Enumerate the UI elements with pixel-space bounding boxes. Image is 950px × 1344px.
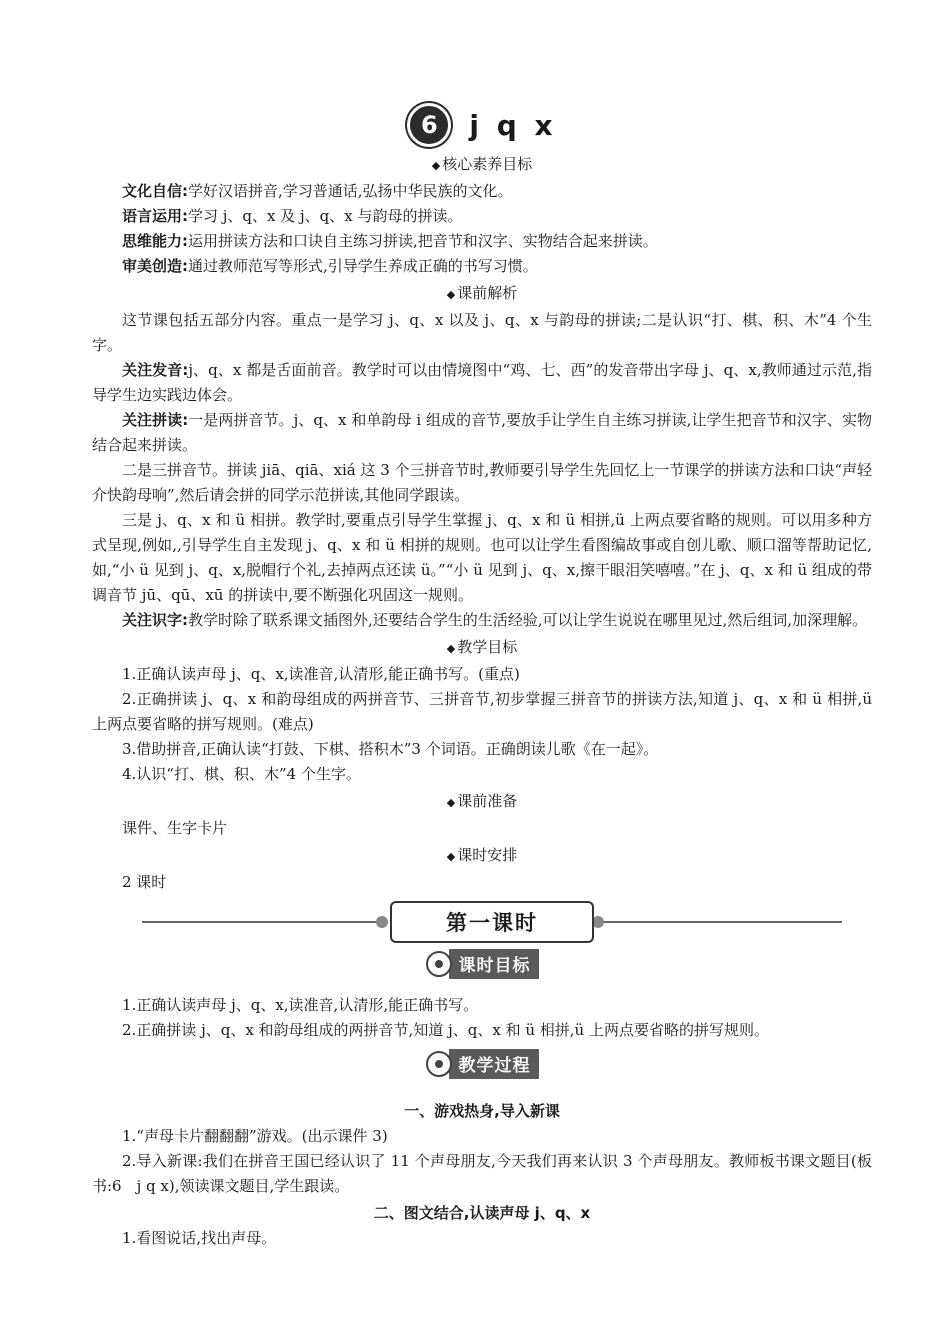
banner-dot-left [376,916,388,928]
lesson-header [92,100,872,150]
banner-line-right [598,921,842,923]
core-goal-text: 运用拼读方法和口诀自主练习拼读,把音节和汉字、实物结合起来拼读。 [188,232,658,250]
process-step: 1.看图说话,找出声母。 [122,1229,277,1247]
core-goal-item [92,254,872,279]
diamond-icon: ◆ [446,288,456,301]
core-goal-label: 审美创造: [122,257,188,275]
target-icon [426,1051,452,1077]
analysis-paragraph: 三是 j、q、x 和 ü 相拼。教学时,要重点引导学生掌握 j、q、x 和 ü 相拼,ü 上两点要省略的规则。可以用多种方式呈现,例如,,引导学生自主发现 j、q、x 和 ü 相拼的规则。也可以让学生看图编故事或自创儿歌、顺口溜等帮助记忆,如,“小 ü 见到 j、q、x,脱帽行个礼,去掉两点还读 ü。”“小 ü 见到 j、q、x,擦干眼泪笑嘻嘻。”在 j、q、x 和 ü 组成的带调音节 jū、qū、xū 的拼读中,要不断强化巩固这一规则。 [92,511,872,604]
preparation-text: 课件、生字卡片 [122,819,228,837]
banner-label: 第一课时 [390,901,594,943]
core-goal-label: 语言运用: [122,207,188,225]
analysis-paragraph [92,358,872,408]
teaching-goal-item: 2.正确拼读 j、q、x 和韵母组成的两拼音节、三拼音节,初步掌握三拼音节的拼读方法,知道 j、q、x 和 ü 相拼,ü 上两点要省略的拼写规则。(难点) [92,690,872,733]
teaching-goal-item: 3.借助拼音,正确认读“打鼓、下棋、搭积木”3 个词语。正确朗读儿歌《在一起》。 [122,740,659,758]
process-heading: 一、游戏热身,导入新课 [404,1102,560,1120]
core-goal-text: 通过教师范写等形式,引导学生养成正确的书写习惯。 [188,257,538,275]
process-heading: 二、图文结合,认读声母 j、q、x [373,1204,591,1222]
document-body [92,100,872,1251]
core-goal-label: 文化自信: [122,182,188,200]
section-title-analysis [92,281,872,307]
tag-teaching-process [92,1049,872,1079]
analysis-paragraph [92,608,872,633]
lesson-goal-item: 2.正确拼读 j、q、x 和韵母组成的两拼音节,知道 j、q、x 和 ü 相拼,ü 上两点要省略的拼写规则。 [122,1021,769,1039]
analysis-text: 一是两拼音节。j、q、x 和单韵母 i 组成的音节,要放手让学生自主练习拼读,让学生把音节和汉字、实物结合起来拼读。 [92,411,872,454]
process-step: 2.导入新课:我们在拼音王国已经认识了 11 个声母朋友,今天我们再来认识 3 个声母朋友。教师板书课文题目(板书:6 j q x),领读课文题目,学生跟读。 [92,1152,872,1195]
section-title-text: 核心素养目标 [442,155,533,173]
lesson-number-badge: 6 [407,103,451,147]
analysis-paragraph [92,408,872,458]
section-title-schedule [92,843,872,869]
teaching-goal-item: 4.认识“打、棋、积、木”4 个生字。 [122,765,361,783]
analysis-label: 关注识字: [122,611,188,629]
lesson-goal-item: 1.正确认读声母 j、q、x,读准音,认清形,能正确书写。 [122,996,479,1014]
diamond-icon: ◆ [431,159,441,172]
core-goal-item [92,204,872,229]
lesson-period-banner [92,899,872,945]
core-goal-label: 思维能力: [122,232,188,250]
analysis-label: 关注发音: [122,361,189,379]
core-goal-text: 学好汉语拼音,学习普通话,弘扬中华民族的文化。 [188,182,513,200]
analysis-paragraph: 二是三拼音节。拼读 jiā、qiā、xiá 这 3 个三拼音节时,教师要引导学生先回忆上一节课学的拼读方法和口诀“声轻介快韵母响”,然后请会拼的同学示范拼读,其他同学跟读。 [92,461,872,504]
section-title-preparation [92,789,872,815]
tag-label: 课时目标 [449,949,539,979]
teaching-goal-item: 1.正确认读声母 j、q、x,读准音,认清形,能正确书写。(重点) [122,665,520,683]
core-goal-item [92,229,872,254]
section-title-text: 课时安排 [457,846,518,864]
section-title-text: 课前解析 [457,284,518,302]
tag-label: 教学过程 [449,1049,539,1079]
target-icon [426,951,452,977]
process-step: 1.“声母卡片翻翻翻”游戏。(出示课件 3) [122,1127,388,1145]
analysis-text: 教学时除了联系课文插图外,还要结合学生的生活经验,可以让学生说说在哪里见过,然后组词,加深理解。 [188,611,868,629]
lesson-title: j q x [469,108,557,142]
diamond-icon: ◆ [446,850,456,863]
banner-line-left [142,921,382,923]
diamond-icon: ◆ [446,642,456,655]
section-title-core-goals [92,152,872,178]
tag-lesson-goals [92,949,872,979]
core-goal-text: 学习 j、q、x 及 j、q、x 与韵母的拼读。 [188,207,463,225]
core-goal-item [92,179,872,204]
schedule-text: 2 课时 [122,873,167,891]
analysis-text: j、q、x 都是舌面前音。教学时可以由情境图中“鸡、七、西”的发音带出字母 j、q、x,教师通过示范,指导学生边实践边体会。 [92,361,873,404]
section-title-text: 课前准备 [457,792,518,810]
diamond-icon: ◆ [446,796,456,809]
analysis-label: 关注拼读: [122,411,189,429]
analysis-paragraph: 这节课包括五部分内容。重点一是学习 j、q、x 以及 j、q、x 与韵母的拼读;二是认识“打、棋、积、木”4 个生字。 [92,311,872,354]
section-title-teaching-goals [92,635,872,661]
section-title-text: 教学目标 [457,638,518,656]
